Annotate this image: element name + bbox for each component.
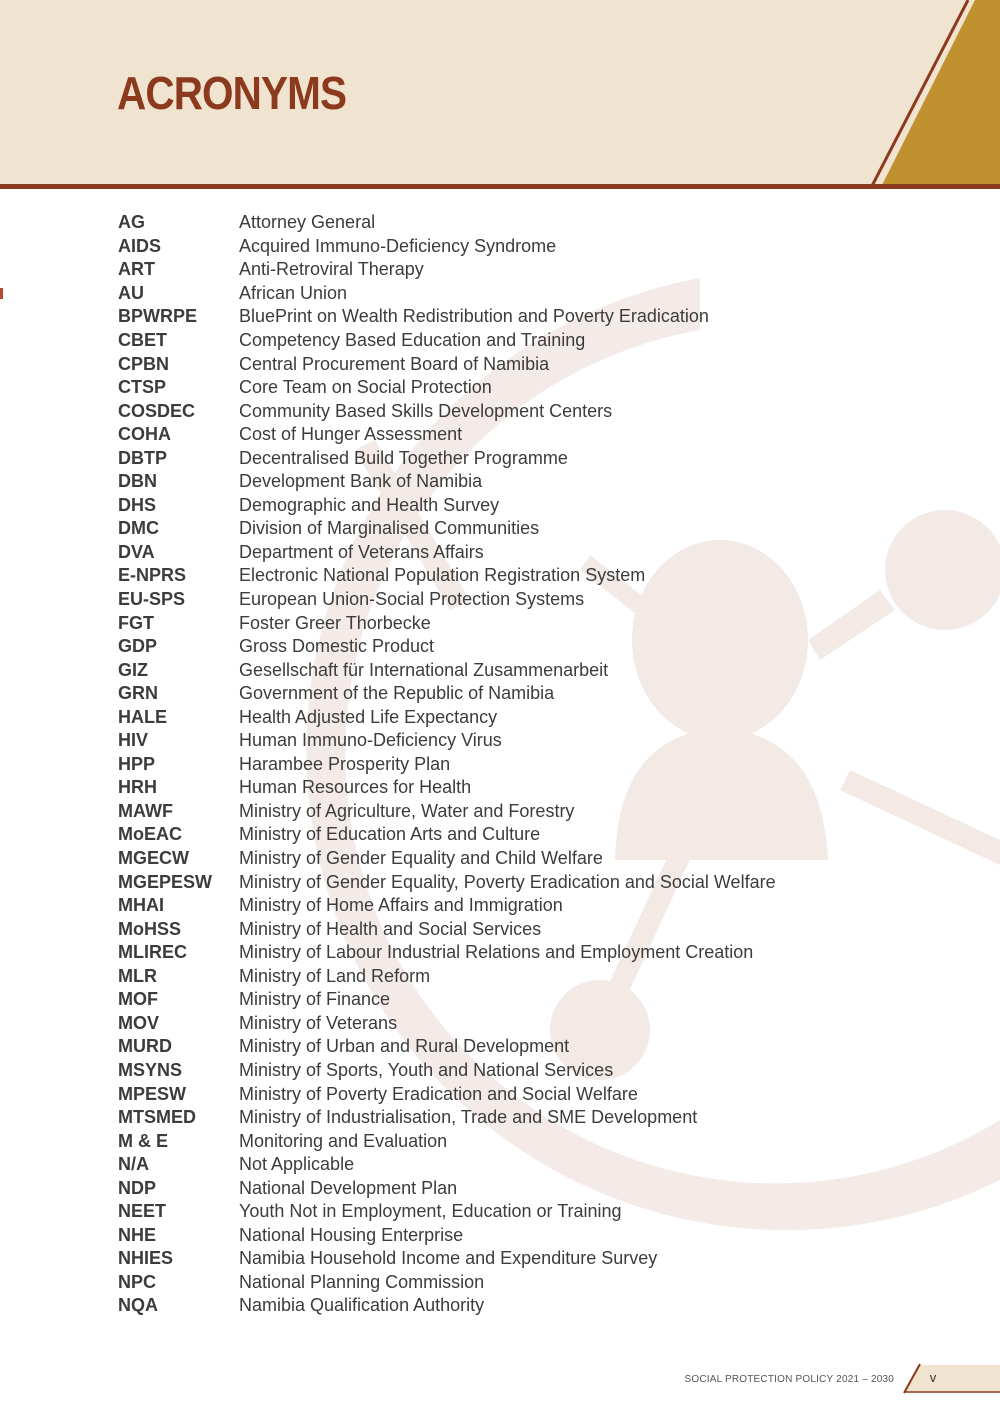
acronym-definition: Competency Based Education and Training (239, 330, 586, 350)
acronym-abbreviation: DBTP (118, 447, 167, 468)
acronym-definition: Harambee Prosperity Plan (239, 753, 451, 774)
acronym-definition: Ministry of Land Reform (239, 965, 431, 986)
acronym-abbreviation: GIZ (118, 659, 148, 680)
acronym-definition: National Development Plan (239, 1177, 458, 1198)
acronym-abbreviation: CTSP (118, 377, 167, 398)
acronym-abbreviation: MLR (118, 965, 157, 986)
acronym-abbreviation: NDP (118, 1177, 157, 1198)
acronym-abbreviation: NQA (118, 1295, 158, 1316)
acronym-definition: Namibia Qualification Authority (239, 1295, 485, 1316)
footer-document-title: SOCIAL PROTECTION POLICY 2021 – 2030 (684, 1374, 894, 1385)
acronym-abbreviation: COHA (118, 424, 171, 445)
page-number: v (929, 1370, 937, 1385)
acronym-definition: Central Procurement Board of Namibia (239, 353, 550, 374)
acronym-abbreviation: HALE (118, 706, 167, 727)
acronym-abbreviation: HIV (118, 730, 149, 751)
acronym-abbreviation: CBET (118, 330, 167, 350)
acronym-definition: Decentralised Build Together Programme (239, 447, 568, 468)
acronym-abbreviation: MOF (118, 989, 158, 1010)
acronym-abbreviation: MAWF (118, 800, 173, 821)
acronym-definition: Development Bank of Namibia (239, 471, 483, 492)
acronym-definition: Government of the Republic of Namibia (239, 683, 555, 704)
acronym-definition: Ministry of Sports, Youth and National Services (239, 1059, 614, 1080)
acronym-definition: Human Immuno-Deficiency Virus (239, 730, 502, 751)
acronym-abbreviation: MoHSS (118, 918, 181, 939)
acronym-definition: Monitoring and Evaluation (239, 1130, 448, 1151)
acronym-abbreviation: EU-SPS (118, 589, 186, 610)
acronym-definition: Community Based Skills Development Centers (239, 400, 613, 421)
acronym-abbreviation: MOV (118, 1012, 160, 1033)
acronym-abbreviation: NHIES (118, 1248, 174, 1269)
acronym-abbreviation: BPWRPE (118, 306, 198, 327)
acronym-definition: Gross Domestic Product (239, 636, 435, 657)
acronym-definition: Department of Veterans Affairs (239, 541, 484, 562)
acronym-definition: Youth Not in Employment, Education or Training (239, 1201, 622, 1222)
acronym-abbreviation: MSYNS (118, 1059, 183, 1080)
acronym-definition: Human Resources for Health (239, 777, 472, 798)
page-title: ACRONYMS (117, 67, 347, 119)
acronym-definition: Ministry of Gender Equality, Poverty Eradication and Social Welfare (239, 871, 776, 892)
acronym-abbreviation: NPC (118, 1271, 157, 1292)
acronym-definition: Division of Marginalised Communities (239, 518, 540, 539)
acronym-abbreviation: HRH (118, 777, 157, 798)
acronym-definition: Namibia Household Income and Expenditure Survey (239, 1248, 658, 1269)
acronym-definition: Ministry of Poverty Eradication and Social Welfare (239, 1083, 638, 1104)
acronym-abbreviation: HPP (118, 753, 156, 774)
acronym-abbreviation: AU (118, 282, 144, 303)
acronym-abbreviation: MGECW (118, 848, 189, 869)
acronym-abbreviation: FGT (118, 612, 154, 633)
acronym-abbreviation: AG (118, 212, 145, 233)
acronym-abbreviation: DBN (118, 471, 157, 492)
acronym-definition: National Housing Enterprise (239, 1224, 464, 1245)
acronym-definition: BluePrint on Wealth Redistribution and Poverty Eradication (239, 306, 709, 327)
acronym-abbreviation: DHS (118, 494, 157, 515)
acronym-abbreviation: DVA (118, 541, 155, 562)
acronym-definition: Ministry of Gender Equality and Child Welfare (239, 848, 603, 869)
acronym-abbreviation: GDP (118, 636, 158, 657)
acronym-abbreviation: M & E (118, 1130, 169, 1151)
acronym-abbreviation: ART (118, 259, 155, 280)
acronym-definition: Ministry of Health and Social Services (239, 918, 542, 939)
acronym-definition: Core Team on Social Protection (239, 377, 492, 398)
acronym-abbreviation: MGEPESW (118, 871, 213, 892)
acronym-definition: Foster Greer Thorbecke (239, 612, 431, 633)
acronym-definition: Ministry of Home Affairs and Immigration (239, 895, 563, 916)
acronym-abbreviation: MURD (118, 1036, 172, 1057)
acronym-abbreviation: MLIREC (118, 942, 187, 963)
acronym-definition: Acquired Immuno-Deficiency Syndrome (239, 235, 557, 256)
acronym-abbreviation: MoEAC (118, 824, 182, 845)
acronym-definition: Not Applicable (239, 1154, 355, 1175)
acronym-abbreviation: N/A (118, 1154, 149, 1175)
acronym-definition: Gesellschaft für International Zusammenarbeit (239, 659, 609, 680)
acronym-definition: European Union-Social Protection Systems (239, 589, 585, 610)
acronym-abbreviation: NHE (118, 1224, 157, 1245)
acronym-definition: Cost of Hunger Assessment (239, 424, 463, 445)
acronym-definition: Ministry of Finance (239, 989, 391, 1010)
acronym-definition: African Union (239, 282, 348, 303)
acronym-definition: Health Adjusted Life Expectancy (239, 706, 498, 727)
acronym-abbreviation: DMC (118, 518, 159, 539)
acronym-definition: Ministry of Veterans (239, 1012, 398, 1033)
acronym-definition: Ministry of Urban and Rural Development (239, 1036, 570, 1057)
acronym-abbreviation: COSDEC (118, 400, 196, 421)
acronym-definition: Ministry of Industrialisation, Trade and SME Development (239, 1107, 698, 1128)
acronym-definition: Attorney General (239, 212, 376, 233)
acronym-abbreviation: MTSMED (118, 1107, 196, 1128)
acronym-definition: National Planning Commission (239, 1271, 485, 1292)
acronym-abbreviation: MPESW (118, 1083, 187, 1104)
acronym-abbreviation: E-NPRS (118, 565, 187, 586)
acronym-abbreviation: AIDS (118, 235, 162, 256)
acronym-abbreviation: NEET (118, 1201, 167, 1222)
acronym-abbreviation: MHAI (118, 895, 164, 916)
acronym-definition: Anti-Retroviral Therapy (239, 259, 424, 280)
acronym-abbreviation: GRN (118, 683, 158, 704)
acronym-definition: Ministry of Labour Industrial Relations and Employment Creation (239, 942, 754, 963)
acronym-definition: Ministry of Education Arts and Culture (239, 824, 541, 845)
acronym-definition: Ministry of Agriculture, Water and Forestry (239, 800, 575, 821)
acronym-abbreviation: CPBN (118, 353, 170, 374)
acronym-definition: Electronic National Population Registration System (239, 565, 646, 586)
acronym-definition: Demographic and Health Survey (239, 494, 500, 515)
